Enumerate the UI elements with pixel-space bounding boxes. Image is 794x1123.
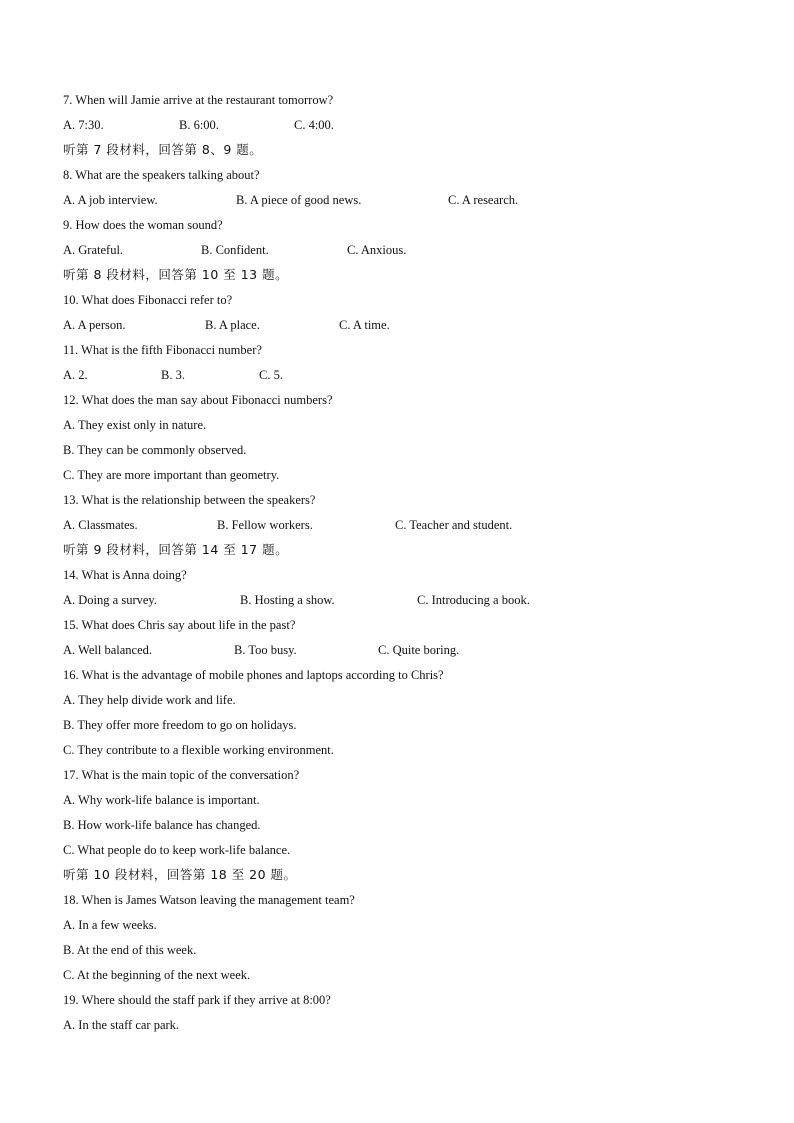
line-text: 听第 7 段材料，回答第 8、9 题。: [63, 142, 263, 157]
answer-option: C. Anxious.: [347, 243, 407, 257]
line-text: 19. Where should the staff park if they arrive at 8:00?: [63, 993, 331, 1007]
answer-option: B. 3.: [161, 368, 185, 382]
question-line: [63, 690, 743, 715]
question-line: [63, 665, 743, 690]
question-line: [63, 565, 743, 590]
answer-options-row: [63, 515, 743, 540]
section-instruction: [63, 265, 743, 290]
question-line: [63, 740, 743, 765]
question-line: [63, 715, 743, 740]
section-instruction: [63, 140, 743, 165]
line-text: 7. When will Jamie arrive at the restaurant tomorrow?: [63, 93, 334, 107]
answer-option: C. 4:00.: [294, 118, 334, 132]
answer-options-row: [63, 640, 743, 665]
section-instruction: [63, 540, 743, 565]
question-line: [63, 965, 743, 990]
question-line: [63, 490, 743, 515]
answer-option: B. 6:00.: [179, 118, 219, 132]
question-line: [63, 1015, 743, 1040]
question-line: [63, 840, 743, 865]
line-text: C. They contribute to a flexible working environment.: [63, 743, 334, 757]
answer-option: C. 5.: [259, 368, 283, 382]
answer-option: C. Quite boring.: [378, 643, 460, 657]
answer-options-row: [63, 115, 743, 140]
line-text: B. They can be commonly observed.: [63, 443, 247, 457]
answer-option: A. Grateful.: [63, 243, 124, 257]
answer-option: B. A place.: [205, 318, 260, 332]
line-text: 17. What is the main topic of the conversation?: [63, 768, 300, 782]
line-text: B. They offer more freedom to go on holidays.: [63, 718, 297, 732]
question-line: [63, 815, 743, 840]
question-line: [63, 465, 743, 490]
line-text: A. They help divide work and life.: [63, 693, 236, 707]
answer-option: A. Well balanced.: [63, 643, 153, 657]
answer-option: B. Hosting a show.: [240, 593, 335, 607]
line-text: A. They exist only in nature.: [63, 418, 207, 432]
line-text: 8. What are the speakers talking about?: [63, 168, 260, 182]
line-text: 12. What does the man say about Fibonacci numbers?: [63, 393, 333, 407]
answer-option: A. 7:30.: [63, 118, 104, 132]
line-text: C. What people do to keep work-life balance.: [63, 843, 291, 857]
question-line: [63, 90, 743, 115]
question-line: [63, 915, 743, 940]
line-text: C. At the beginning of the next week.: [63, 968, 251, 982]
answer-option: B. A piece of good news.: [236, 193, 362, 207]
answer-option: C. A research.: [448, 193, 519, 207]
answer-options-row: [63, 190, 743, 215]
question-line: [63, 765, 743, 790]
answer-options-row: [63, 365, 743, 390]
question-line: [63, 615, 743, 640]
question-line: [63, 890, 743, 915]
answer-options-row: [63, 590, 743, 615]
section-instruction: [63, 865, 743, 890]
question-line: [63, 990, 743, 1015]
line-text: 14. What is Anna doing?: [63, 568, 187, 582]
question-line: [63, 440, 743, 465]
answer-option: C. A time.: [339, 318, 390, 332]
question-line: [63, 290, 743, 315]
answer-option: A. A job interview.: [63, 193, 158, 207]
line-text: 18. When is James Watson leaving the management team?: [63, 893, 355, 907]
answer-option: A. A person.: [63, 318, 126, 332]
line-text: 听第 8 段材料，回答第 10 至 13 题。: [63, 267, 289, 282]
line-text: 9. How does the woman sound?: [63, 218, 223, 232]
line-text: 16. What is the advantage of mobile phones and laptops according to Chris?: [63, 668, 444, 682]
question-line: [63, 390, 743, 415]
question-line: [63, 215, 743, 240]
answer-option: C. Introducing a book.: [417, 593, 530, 607]
question-line: [63, 790, 743, 815]
answer-option: C. Teacher and student.: [395, 518, 513, 532]
answer-option: B. Fellow workers.: [217, 518, 313, 532]
line-text: 11. What is the fifth Fibonacci number?: [63, 343, 262, 357]
line-text: A. In the staff car park.: [63, 1018, 180, 1032]
answer-options-row: [63, 315, 743, 340]
line-text: 听第 9 段材料，回答第 14 至 17 题。: [63, 542, 289, 557]
line-text: A. Why work-life balance is important.: [63, 793, 260, 807]
exam-page: [63, 90, 743, 1040]
answer-option: A. Doing a survey.: [63, 593, 157, 607]
answer-option: B. Too busy.: [234, 643, 297, 657]
question-line: [63, 415, 743, 440]
line-text: 15. What does Chris say about life in the past?: [63, 618, 296, 632]
question-line: [63, 340, 743, 365]
answer-options-row: [63, 240, 743, 265]
line-text: 10. What does Fibonacci refer to?: [63, 293, 233, 307]
answer-option: B. Confident.: [201, 243, 269, 257]
answer-option: A. 2.: [63, 368, 88, 382]
line-text: B. How work-life balance has changed.: [63, 818, 261, 832]
line-text: B. At the end of this week.: [63, 943, 197, 957]
line-text: C. They are more important than geometry.: [63, 468, 280, 482]
line-text: 13. What is the relationship between the speakers?: [63, 493, 316, 507]
answer-option: A. Classmates.: [63, 518, 138, 532]
question-line: [63, 940, 743, 965]
line-text: 听第 10 段材料，回答第 18 至 20 题。: [63, 867, 297, 882]
question-line: [63, 165, 743, 190]
line-text: A. In a few weeks.: [63, 918, 157, 932]
